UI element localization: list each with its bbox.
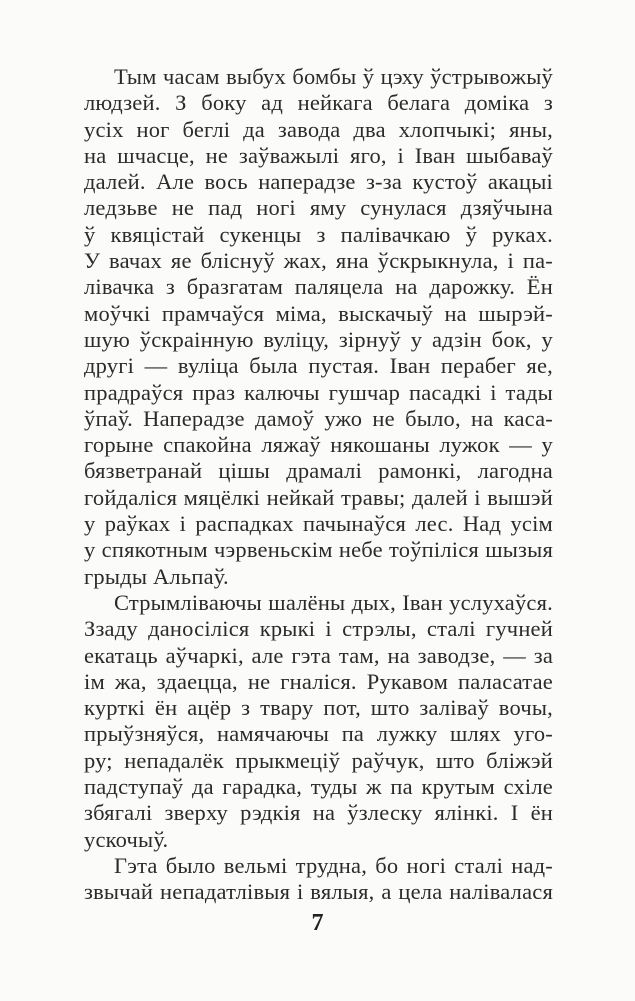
text-line: прадраўся праз калючы гушчар пасадкі і тады	[84, 379, 553, 405]
text-line: усіх ног беглі да завода два хлопчыкі; яны,	[84, 116, 553, 142]
text-line: бязветранай цішы драмалі рамонкі, лагодна	[84, 458, 553, 484]
text-line: грыды Альпаў.	[84, 563, 229, 589]
paragraph	[84, 853, 553, 906]
text-line: далей. Але вось наперадзе з-за кустоў акацыі	[84, 169, 553, 195]
text-line: ускочыў.	[84, 826, 169, 852]
text-line: Гэта было вельмі трудна, бо ногі сталі над-	[114, 852, 553, 878]
text-line: у раўках і распадках пачынаўся лес. Над усім	[84, 511, 553, 537]
text-line: гойдаліся мяцёлкі нейкай травы; далей і вышэй	[84, 484, 553, 510]
body-text	[84, 64, 553, 906]
text-line: Тым часам выбух бомбы ў цэху ўстрывожыў	[114, 64, 553, 89]
paragraph	[84, 64, 553, 590]
text-line: збягалі зверху рэдкія на ўзлеску ялінкі. І ён	[84, 800, 553, 826]
text-line: курткі ён ацёр з твару пот, што заліваў вочы,	[84, 695, 553, 721]
text-line: лівачка з бразгатам паляцела на дарожку. Ён	[84, 274, 553, 300]
text-line: моўчкі прамчаўся міма, выскачыў на шырэй-	[84, 300, 553, 326]
text-line: у спякотным чэрвеньскім небе тоўпіліся шызыя	[84, 537, 553, 563]
text-line: ім жа, здаецца, не гналіся. Рукавом паласатае	[84, 668, 553, 694]
text-line: шую ўскраінную вуліцу, зірнуў у адзін бок, у	[84, 326, 553, 352]
page-number: 7	[311, 910, 324, 936]
text-line: ў квяцістай сукенцы з палівачкаю ў руках.	[84, 221, 553, 247]
text-line: звычай непадатлівыя і вялыя, а цела налівалася	[84, 879, 553, 905]
text-line: екатаць аўчаркі, але гэта там, на заводзе, — за	[84, 642, 553, 668]
text-line: ледзьве не пад ногі яму сунулася дзяўчына	[84, 195, 553, 221]
text-line: падступаў да гарадка, туды ж па крутым схіле	[84, 774, 553, 800]
text-line: людзей. З боку ад нейкага белага доміка з	[84, 90, 553, 116]
text-line: Ззаду даносіліся крыкі і стрэлы, сталі гучней	[84, 616, 553, 642]
text-line: ўпаў. Наперадзе дамоў ужо не было, на каса-	[84, 405, 553, 431]
text-line: Стрымліваючы шалёны дых, Іван услухаўся.	[114, 589, 553, 615]
text-line: прыўзняўся, намячаючы па лужку шлях уго-	[84, 721, 553, 747]
text-line: горыне спакойна ляжаў някошаны лужок — у	[84, 432, 553, 458]
text-line: другі — вуліца была пустая. Іван перабег яе,	[84, 353, 553, 379]
text-line: У вачах яе бліснуў жах, яна ўскрыкнула, і па-	[84, 248, 553, 274]
text-line: ру; непадалёк прыкмеціў раўчук, што бліжэй	[84, 747, 553, 773]
text-line: на шчасце, не заўважылі яго, і Іван шыбаваў	[84, 142, 553, 168]
paragraph	[84, 590, 553, 853]
